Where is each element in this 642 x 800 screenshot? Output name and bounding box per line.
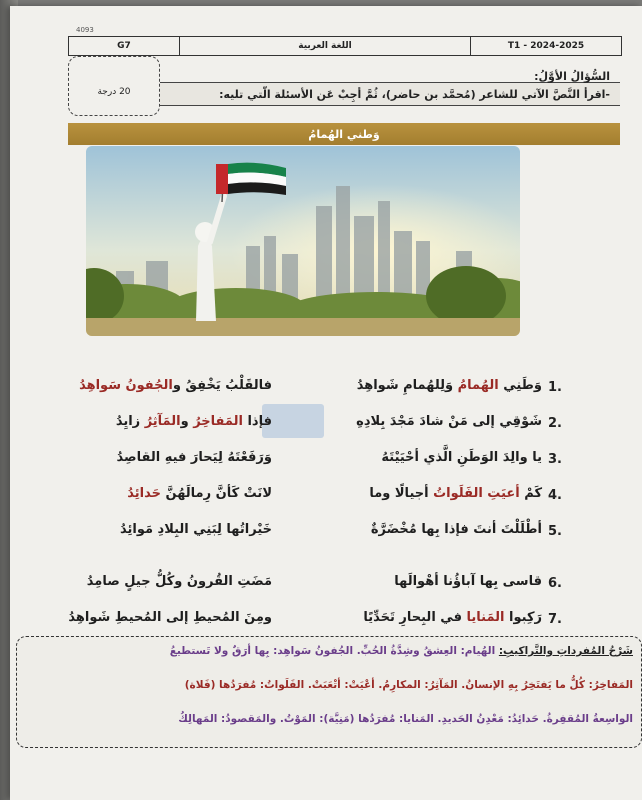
verse-second-hemistich: فالقَلْبُ يَخْفِقُ والجُفونُ سَواهِدُ bbox=[79, 378, 272, 393]
verse-row bbox=[30, 412, 590, 440]
verse-second-hemistich: فإذا المَفاخِرُ والمَآثِرُ زايِدُ bbox=[115, 414, 272, 429]
vocabulary-box bbox=[16, 636, 642, 748]
verse-first-hemistich: كَمْ أعيَتِ الفَلَواتُ أجيالًا وما bbox=[369, 486, 542, 501]
verse-first-hemistich: أطْلَلْتَ أنتَ فإذا بِها مُخْضَرَّةٌ bbox=[370, 522, 542, 537]
verse-number: 1. bbox=[548, 380, 562, 395]
uae-flag-skyline-illustration bbox=[86, 146, 520, 336]
marks-box bbox=[68, 56, 160, 116]
page-number: 4093 bbox=[76, 26, 94, 34]
worksheet-header bbox=[68, 36, 622, 56]
marks-label: 20 درجة bbox=[97, 87, 131, 97]
vocabulary-heading: شَرْحُ المُفرداتِ والتَّراكيبِ: bbox=[498, 645, 633, 657]
header-grade: G7 bbox=[69, 37, 180, 55]
verse-row bbox=[30, 448, 590, 476]
verse-first-hemistich: قاسى بِها آباؤُنا أهْوالَها bbox=[394, 574, 542, 589]
vocabulary-entries-2: المَفاخِرُ: كُلُّ ما يَفتَخِرُ بِهِ الإنسانُ. المَآثِرُ: المكارِمُ. أعْيَتْ: أتْعَبَتْ. الفَلَواتُ: مُفرَدُها (فَلاة) bbox=[184, 679, 633, 691]
verse-second-hemistich: وَرَفَعْتَهُ لِيَحارَ فيهِ القاصِدُ bbox=[116, 450, 272, 465]
verse-second-hemistich: ومِنَ المُحيطِ إلى المُحيطِ شَواهِدُ bbox=[68, 610, 272, 625]
verse-row bbox=[30, 376, 590, 404]
verse-row bbox=[30, 608, 590, 636]
question-instruction: -اقرأ النَّصَّ الآتي للشاعر (مُحمَّد بن حاضر)، ثُمَّ أجِبْ عَن الأسئلة الّتي تليه: bbox=[219, 88, 610, 101]
poem-illustration bbox=[86, 146, 520, 336]
verse-row bbox=[30, 484, 590, 512]
header-subject: اللغة العربية bbox=[180, 37, 471, 55]
vocabulary-line-1 bbox=[170, 645, 633, 657]
vocabulary-line-3 bbox=[178, 713, 633, 725]
verse-row bbox=[30, 572, 590, 600]
verse-number: 3. bbox=[548, 452, 562, 467]
verse-number: 4. bbox=[548, 488, 562, 503]
verse-number: 5. bbox=[548, 524, 562, 539]
vocabulary-line-2 bbox=[185, 679, 633, 691]
verse-row bbox=[30, 520, 590, 548]
verse-first-hemistich: شَوْقِي إلى مَنْ شادَ مَجْدَ بِلادِهِ bbox=[356, 414, 542, 429]
vocabulary-entries-1: الهُيام: العِشقُ وشِدَّةُ الحُبِّ. الجُفونُ سَواهِد: بِها أرَقٌ ولا تَستطيعُ bbox=[169, 645, 496, 657]
verse-first-hemistich: يا والِدَ الوَطَنِ الَّذي أحْيَيْتَهُ bbox=[381, 450, 542, 465]
verse-second-hemistich: خَيْراتُها لِبَنِي البِلادِ مَوائِدُ bbox=[119, 522, 272, 537]
verse-first-hemistich: رَكِبوا المَنايا في البِحارِ تَحَدِّيًا bbox=[363, 610, 542, 625]
header-term: T1 - 2024-2025 bbox=[507, 41, 585, 51]
question-title: السُّؤالُ الأوَّلُ: bbox=[534, 70, 610, 83]
verse-number: 7. bbox=[548, 612, 562, 627]
verse-second-hemistich: لانَتْ كَأنَّ رِمالَهُنَّ حَدائِدُ bbox=[127, 486, 272, 501]
poem-title: وَطني الهُمامُ bbox=[308, 127, 380, 141]
poem-title-banner bbox=[68, 123, 620, 145]
vocabulary-entries-3: الواسِعةُ المُقفِرةُ. حَدائِدُ: مَعْدِنُ الحَديدِ. المَنايا: مُفرَدُها (مَنِيَّة): المَوْتُ. والمَقصودُ: المَهالِكُ bbox=[178, 713, 633, 725]
worksheet-page bbox=[10, 6, 642, 800]
verse-number: 6. bbox=[548, 576, 562, 591]
verse-number: 2. bbox=[548, 416, 562, 431]
verse-second-hemistich: مَضَتِ القُرونُ وكُلُّ جيلٍ صامِدُ bbox=[86, 574, 272, 589]
verse-first-hemistich: وَطَنِي الهُمامُ وَلِلهُمامِ شَواهِدُ bbox=[356, 378, 542, 393]
